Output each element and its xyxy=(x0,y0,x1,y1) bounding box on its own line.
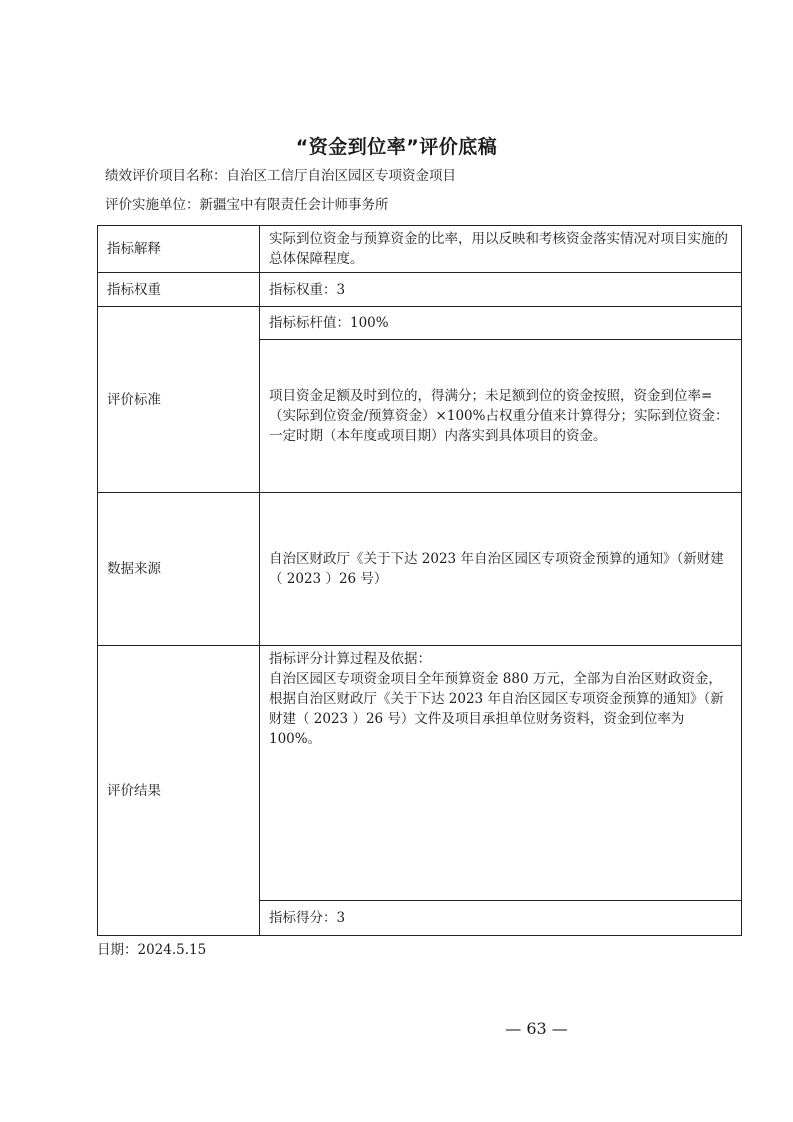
page-number: — 63 — xyxy=(505,1019,568,1038)
table-row xyxy=(98,226,742,273)
explanation-content: 实际到位资金与预算资金的比率，用以反映和考核资金落实情况对项目实施的总体保障程度。 xyxy=(260,226,742,273)
table-row xyxy=(98,493,742,646)
date-line: 日期：2024.5.15 xyxy=(97,942,207,958)
result-process-body: 自治区园区专项资金项目全年预算资金 880 万元，全部为自治区财政资金，根据自治区财政厅《关于下达 2023 年自治区园区专项资金预算的通知》（新财建（ 2023 ）26 号）文件及项目承担单位财务资料，资金到位率为 100%。 xyxy=(269,671,724,747)
project-name-line: 绩效评价项目名称：自治区工信厅自治区园区专项资金项目 xyxy=(105,168,456,184)
evaluation-table xyxy=(97,225,742,936)
result-process-heading: 指标评分计算过程及依据： xyxy=(269,651,431,667)
standard-benchmark: 指标标杆值：100% xyxy=(260,307,742,340)
source-label: 数据来源 xyxy=(98,493,260,646)
evaluation-unit-line: 评价实施单位：新疆宝中有限责任会计师事务所 xyxy=(105,197,389,213)
result-score: 指标得分：3 xyxy=(260,901,742,936)
weight-label: 指标权重 xyxy=(98,273,260,307)
table-row xyxy=(98,273,742,307)
standard-label: 评价标准 xyxy=(98,307,260,493)
source-content: 自治区财政厅《关于下达 2023 年自治区园区专项资金预算的通知》（新财建（ 2023 ）26 号） xyxy=(260,493,742,646)
page-title: “资金到位率”评价底稿 xyxy=(295,136,498,158)
result-process xyxy=(260,646,742,901)
table-row xyxy=(98,307,742,340)
explanation-label: 指标解释 xyxy=(98,226,260,273)
result-label: 评价结果 xyxy=(98,646,260,936)
table-row xyxy=(98,646,742,901)
standard-content: 项目资金足额及时到位的，得满分；未足额到位的资金按照，资金到位率=（实际到位资金/预算资金）×100%占权重分值来计算得分；实际到位资金：一定时期（本年度或项目期）内落实到具体项目的资金。 xyxy=(260,340,742,493)
weight-content: 指标权重：3 xyxy=(260,273,742,307)
